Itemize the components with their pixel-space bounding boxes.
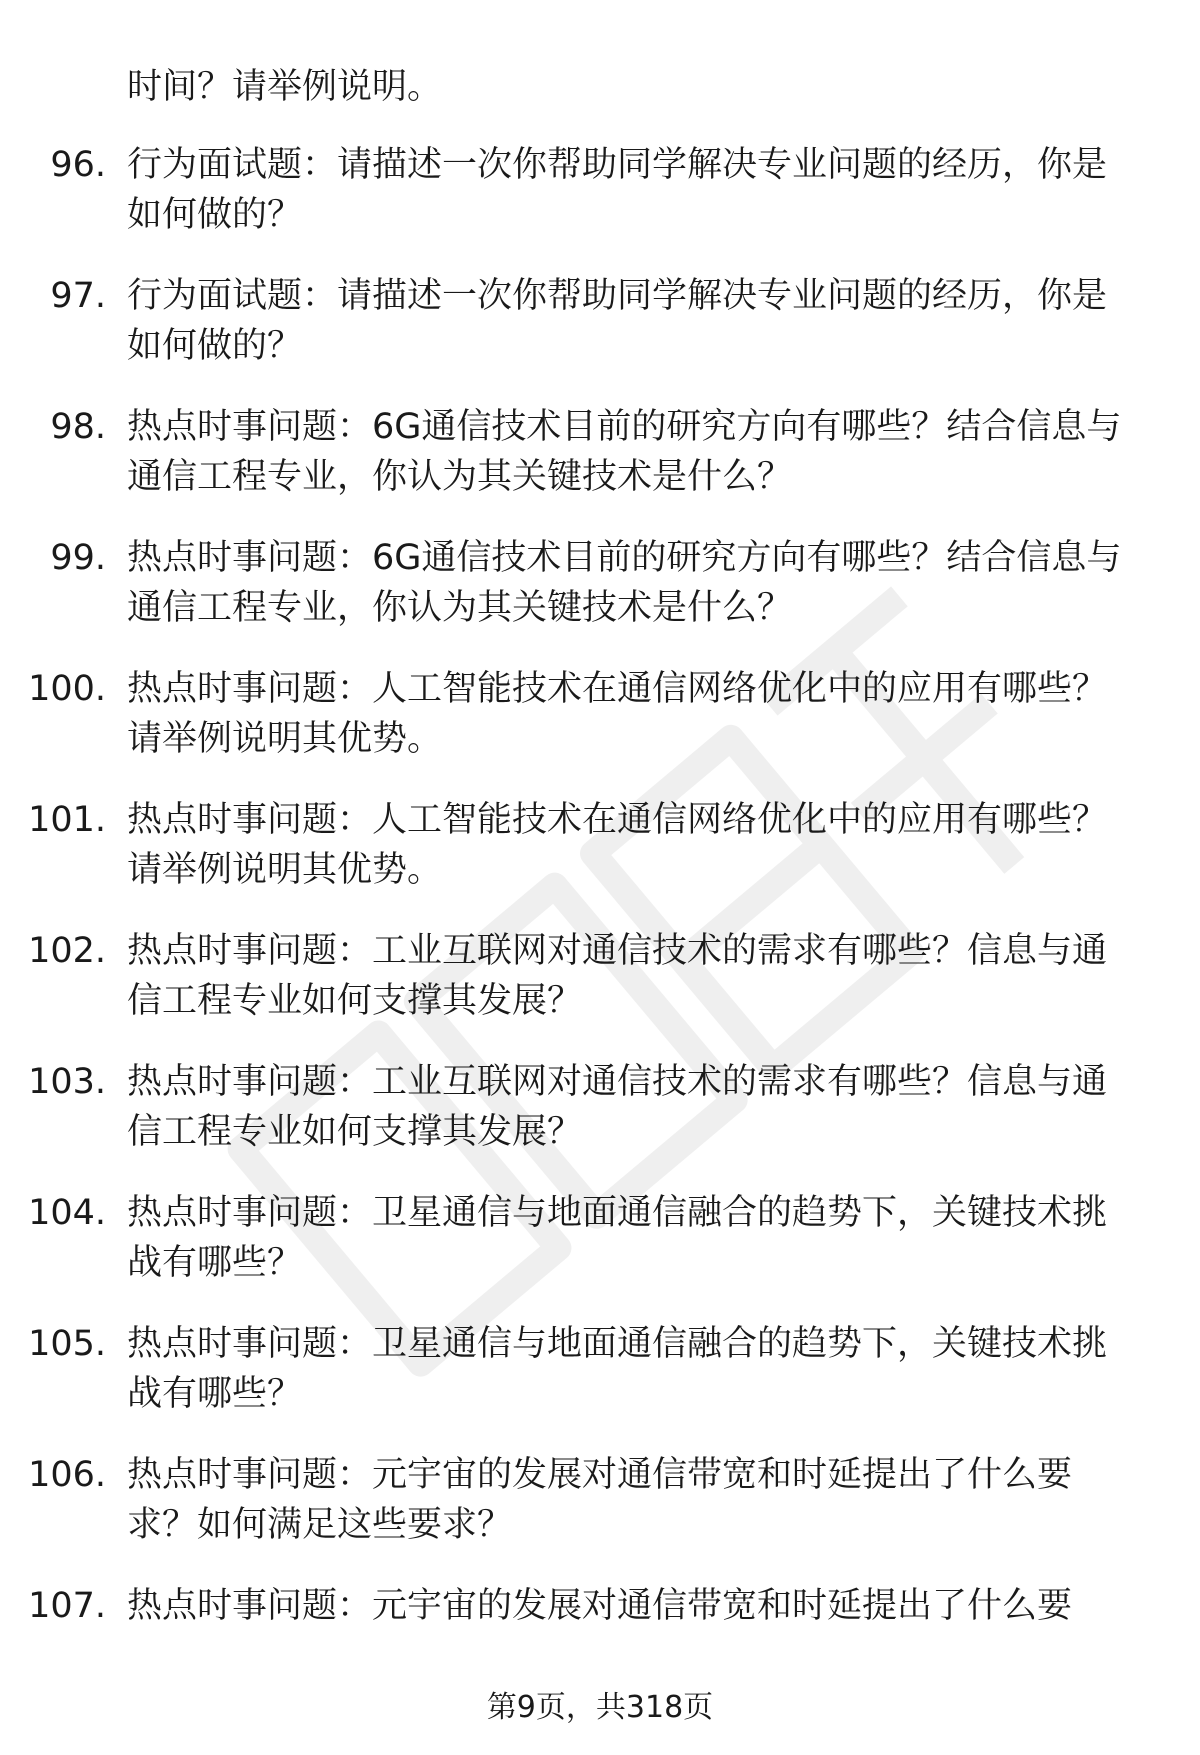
question-item (0, 1450, 1200, 1581)
question-line: 如何做的？ (127, 326, 303, 366)
question-line: 热点时事问题：卫星通信与地面通信融合的趋势下，关键技术挑 (127, 1193, 1108, 1233)
question-line: 热点时事问题：工业互联网对通信技术的需求有哪些？信息与通 (127, 931, 1108, 971)
question-number: 107. (28, 1586, 106, 1626)
question-text (127, 1188, 1147, 1288)
question-line: 请举例说明其优势。 (127, 850, 443, 890)
question-text (127, 402, 1147, 502)
question-line: 求？如何满足这些要求？ (127, 1505, 513, 1545)
question-item (0, 140, 1200, 271)
question-text (127, 271, 1147, 371)
question-line: 战有哪些？ (127, 1374, 303, 1414)
question-item (0, 402, 1200, 533)
continuation-line: 时间？请举例说明。 (127, 67, 443, 107)
question-text (127, 1057, 1147, 1157)
question-item (0, 533, 1200, 664)
question-text (127, 1319, 1147, 1419)
question-line: 行为面试题：请描述一次你帮助同学解决专业问题的经历，你是 (127, 276, 1108, 316)
question-line: 热点时事问题：6G通信技术目前的研究方向有哪些？结合信息与 (127, 538, 1122, 578)
question-line: 信工程专业如何支撑其发展？ (127, 1112, 583, 1152)
page-footer: 第9页，共318页 (486, 1690, 714, 1725)
question-item (0, 1188, 1200, 1319)
question-text (127, 140, 1147, 240)
question-line: 通信工程专业，你认为其关键技术是什么？ (127, 588, 793, 628)
question-text (127, 795, 1147, 895)
question-item (0, 795, 1200, 926)
question-line: 信工程专业如何支撑其发展？ (127, 981, 583, 1021)
question-number: 99. (50, 538, 106, 578)
question-list (0, 140, 1200, 1712)
question-text (127, 1450, 1147, 1550)
question-line: 热点时事问题：6G通信技术目前的研究方向有哪些？结合信息与 (127, 407, 1122, 447)
question-item (0, 1319, 1200, 1450)
question-number: 105. (28, 1324, 106, 1364)
question-number: 97. (50, 276, 106, 316)
question-line: 请举例说明其优势。 (127, 719, 443, 759)
question-number: 104. (28, 1193, 106, 1233)
question-line: 热点时事问题：人工智能技术在通信网络优化中的应用有哪些？ (127, 669, 1108, 709)
question-line: 行为面试题：请描述一次你帮助同学解决专业问题的经历，你是 (127, 145, 1108, 185)
question-item (0, 1057, 1200, 1188)
question-number: 96. (50, 145, 106, 185)
question-item (0, 926, 1200, 1057)
question-item (0, 664, 1200, 795)
question-line: 热点时事问题：工业互联网对通信技术的需求有哪些？信息与通 (127, 1062, 1108, 1102)
question-line: 热点时事问题：元宇宙的发展对通信带宽和时延提出了什么要 (127, 1586, 1073, 1626)
question-line: 战有哪些？ (127, 1243, 303, 1283)
question-line: 热点时事问题：人工智能技术在通信网络优化中的应用有哪些？ (127, 800, 1108, 840)
question-number: 98. (50, 407, 106, 447)
question-text (127, 1581, 1147, 1631)
question-item (0, 271, 1200, 402)
question-text (127, 664, 1147, 764)
question-line: 如何做的？ (127, 195, 303, 235)
question-line: 通信工程专业，你认为其关键技术是什么？ (127, 457, 793, 497)
question-number: 103. (28, 1062, 106, 1102)
question-number: 101. (28, 800, 106, 840)
question-number: 100. (28, 669, 106, 709)
question-number: 106. (28, 1455, 106, 1495)
question-line: 热点时事问题：卫星通信与地面通信融合的趋势下，关键技术挑 (127, 1324, 1108, 1364)
question-line: 热点时事问题：元宇宙的发展对通信带宽和时延提出了什么要 (127, 1455, 1073, 1495)
question-number: 102. (28, 931, 106, 971)
question-text (127, 533, 1147, 633)
question-text (127, 926, 1147, 1026)
